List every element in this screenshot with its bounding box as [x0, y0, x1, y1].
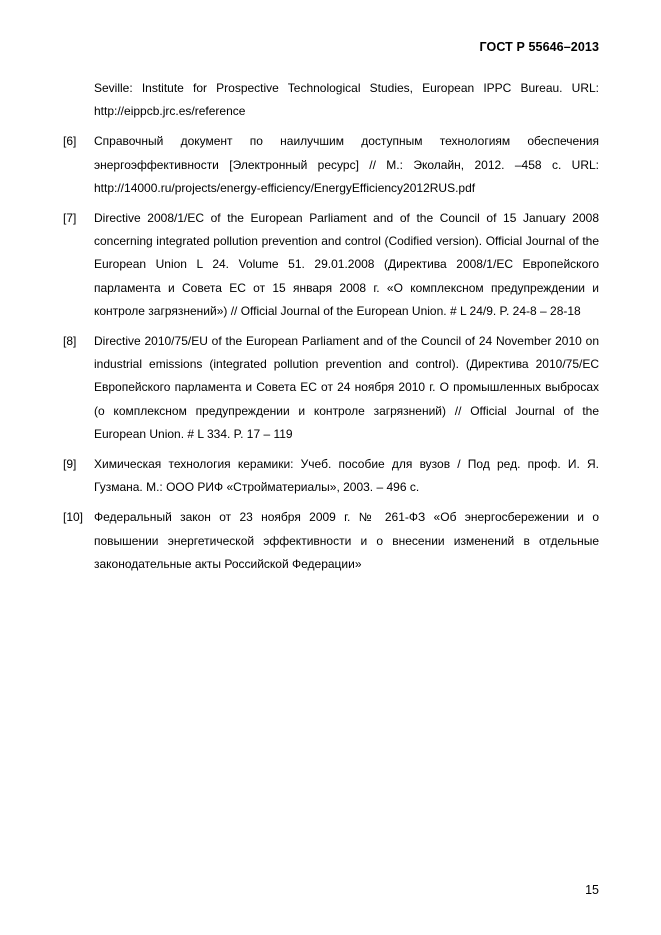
- reference-text: Справочный документ по наилучшим доступным технологиям обеспечения энергоэффективности [Электронный ресурс] // М.: Эколайн, 2012. –458 с. URL: http://14000.ru/projects/energy-efficiency/EnergyEfficiency2012RUS.pdf: [94, 134, 599, 195]
- reference-number: [8]: [63, 334, 77, 349]
- reference-number: [6]: [63, 134, 77, 149]
- reference-item-6: [63, 130, 599, 200]
- reference-item-7: [63, 207, 599, 323]
- reference-list: [63, 77, 599, 576]
- reference-text: Directive 2010/75/EU of the European Parliament and of the Council of 24 November 2010 on industrial emissions (integrated pollution prevention and control). (Директива 2010/75/ЕС Европейского парламента и Совета ЕС от 24 ноября 2010 г. О промышленных выбросах (о комплексном предупреждении и контроле загрязнений) // Official Journal of the European Union. # L 334. P. 17 – 119: [94, 334, 599, 441]
- document-standard-header: ГОСТ Р 55646–2013: [479, 40, 599, 54]
- reference-item-9: [63, 453, 599, 499]
- reference-number: [63, 77, 94, 123]
- reference-text: Seville: Institute for Prospective Technological Studies, European IPPC Bureau. URL: http://eippcb.jrc.es/reference: [94, 81, 599, 119]
- reference-item-5-continued: [63, 77, 599, 123]
- reference-number: [7]: [63, 211, 77, 226]
- reference-text: Directive 2008/1/EC of the European Parliament and of the Council of 15 January 2008 concerning integrated pollution prevention and control (Codified version). Official Journal of the European Union L 24. Volume 51. 29.01.2008 (Директива 2008/1/ЕС Европейского парламента и Совета ЕС от 15 января 2008 г. «О комплексном предупреждении и контроле загрязнений») // Official Journal of the European Union. # L 24/9. P. 24-8 – 28-18: [94, 211, 599, 318]
- reference-text: Федеральный закон от 23 ноября 2009 г. № 261-ФЗ «Об энергосбережении и о повышении энергетической эффективности и о внесении изменений в отдельные законодательные акты Российской Федерации»: [94, 510, 599, 571]
- reference-item-8: [63, 330, 599, 446]
- reference-number: [9]: [63, 457, 77, 472]
- reference-number: [10]: [63, 510, 84, 525]
- reference-item-10: [63, 506, 599, 576]
- page-number: 15: [585, 883, 599, 897]
- reference-text: Химическая технология керамики: Учеб. пособие для вузов / Под ред. проф. И. Я. Гузмана. М.: ООО РИФ «Стройматериалы», 2003. – 496 с.: [94, 457, 599, 495]
